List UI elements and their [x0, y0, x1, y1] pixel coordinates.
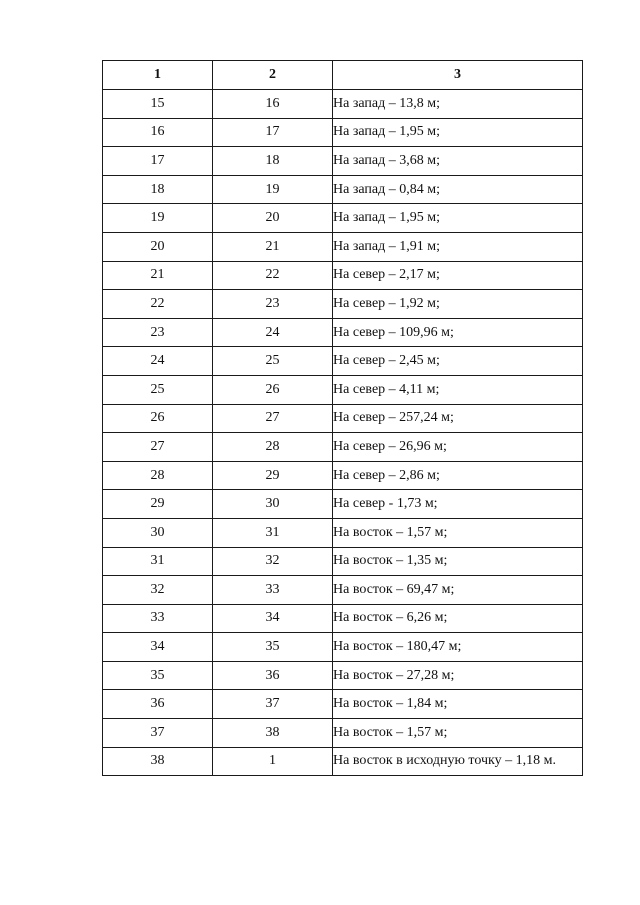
table-row: [103, 375, 583, 404]
from-point-cell: 25: [103, 375, 213, 404]
direction-distance-cell: На запад – 1,95 м;: [333, 204, 583, 233]
from-point-cell: 38: [103, 747, 213, 776]
from-point-cell: 19: [103, 204, 213, 233]
table-row: [103, 347, 583, 376]
to-point-cell: 29: [213, 461, 333, 490]
table-header-row: [103, 61, 583, 90]
from-point-cell: 24: [103, 347, 213, 376]
direction-distance-cell: На восток – 1,84 м;: [333, 690, 583, 719]
to-point-cell: 31: [213, 518, 333, 547]
table-row: [103, 690, 583, 719]
table-row: [103, 719, 583, 748]
to-point-cell: 1: [213, 747, 333, 776]
direction-distance-cell: На север – 2,17 м;: [333, 261, 583, 290]
direction-distance-cell: На запад – 1,91 м;: [333, 232, 583, 261]
to-point-cell: 18: [213, 147, 333, 176]
from-point-cell: 30: [103, 518, 213, 547]
from-point-cell: 16: [103, 118, 213, 147]
direction-distance-cell: На восток – 180,47 м;: [333, 633, 583, 662]
from-point-cell: 33: [103, 604, 213, 633]
table-row: [103, 518, 583, 547]
direction-distance-cell: На восток – 6,26 м;: [333, 604, 583, 633]
to-point-cell: 27: [213, 404, 333, 433]
to-point-cell: 30: [213, 490, 333, 519]
direction-distance-cell: На север – 257,24 м;: [333, 404, 583, 433]
direction-distance-cell: На север – 2,45 м;: [333, 347, 583, 376]
table-row: [103, 490, 583, 519]
table-row: [103, 318, 583, 347]
column-header-2: 2: [213, 61, 333, 90]
from-point-cell: 32: [103, 576, 213, 605]
direction-distance-cell: На восток в исходную точку – 1,18 м.: [333, 747, 583, 776]
column-header-3: 3: [333, 61, 583, 90]
from-point-cell: 20: [103, 232, 213, 261]
table-row: [103, 747, 583, 776]
direction-distance-cell: На восток – 1,35 м;: [333, 547, 583, 576]
table-row: [103, 576, 583, 605]
direction-distance-cell: На север – 2,86 м;: [333, 461, 583, 490]
to-point-cell: 34: [213, 604, 333, 633]
to-point-cell: 22: [213, 261, 333, 290]
from-point-cell: 23: [103, 318, 213, 347]
from-point-cell: 15: [103, 90, 213, 119]
boundary-table: [102, 60, 583, 776]
from-point-cell: 29: [103, 490, 213, 519]
table-row: [103, 433, 583, 462]
table-row: [103, 232, 583, 261]
to-point-cell: 35: [213, 633, 333, 662]
table-row: [103, 604, 583, 633]
table-row: [103, 90, 583, 119]
to-point-cell: 24: [213, 318, 333, 347]
from-point-cell: 18: [103, 175, 213, 204]
from-point-cell: 36: [103, 690, 213, 719]
direction-distance-cell: На запад – 13,8 м;: [333, 90, 583, 119]
to-point-cell: 21: [213, 232, 333, 261]
to-point-cell: 37: [213, 690, 333, 719]
from-point-cell: 17: [103, 147, 213, 176]
to-point-cell: 33: [213, 576, 333, 605]
from-point-cell: 31: [103, 547, 213, 576]
direction-distance-cell: На запад – 1,95 м;: [333, 118, 583, 147]
direction-distance-cell: На запад – 3,68 м;: [333, 147, 583, 176]
from-point-cell: 26: [103, 404, 213, 433]
from-point-cell: 35: [103, 661, 213, 690]
table-row: [103, 147, 583, 176]
direction-distance-cell: На север – 26,96 м;: [333, 433, 583, 462]
to-point-cell: 23: [213, 290, 333, 319]
table-row: [103, 290, 583, 319]
to-point-cell: 28: [213, 433, 333, 462]
direction-distance-cell: На север – 1,92 м;: [333, 290, 583, 319]
table-body: [103, 90, 583, 776]
to-point-cell: 20: [213, 204, 333, 233]
to-point-cell: 19: [213, 175, 333, 204]
direction-distance-cell: На север – 109,96 м;: [333, 318, 583, 347]
table-row: [103, 461, 583, 490]
direction-distance-cell: На восток – 1,57 м;: [333, 719, 583, 748]
direction-distance-cell: На север – 4,11 м;: [333, 375, 583, 404]
from-point-cell: 37: [103, 719, 213, 748]
from-point-cell: 22: [103, 290, 213, 319]
direction-distance-cell: На север - 1,73 м;: [333, 490, 583, 519]
to-point-cell: 16: [213, 90, 333, 119]
from-point-cell: 21: [103, 261, 213, 290]
direction-distance-cell: На восток – 69,47 м;: [333, 576, 583, 605]
from-point-cell: 28: [103, 461, 213, 490]
from-point-cell: 27: [103, 433, 213, 462]
table-row: [103, 633, 583, 662]
table-row: [103, 261, 583, 290]
table-row: [103, 175, 583, 204]
to-point-cell: 25: [213, 347, 333, 376]
direction-distance-cell: На восток – 1,57 м;: [333, 518, 583, 547]
to-point-cell: 32: [213, 547, 333, 576]
to-point-cell: 17: [213, 118, 333, 147]
to-point-cell: 26: [213, 375, 333, 404]
direction-distance-cell: На запад – 0,84 м;: [333, 175, 583, 204]
table-row: [103, 118, 583, 147]
column-header-1: 1: [103, 61, 213, 90]
table-row: [103, 404, 583, 433]
to-point-cell: 38: [213, 719, 333, 748]
direction-distance-cell: На восток – 27,28 м;: [333, 661, 583, 690]
table-row: [103, 204, 583, 233]
table-row: [103, 661, 583, 690]
from-point-cell: 34: [103, 633, 213, 662]
table-row: [103, 547, 583, 576]
to-point-cell: 36: [213, 661, 333, 690]
